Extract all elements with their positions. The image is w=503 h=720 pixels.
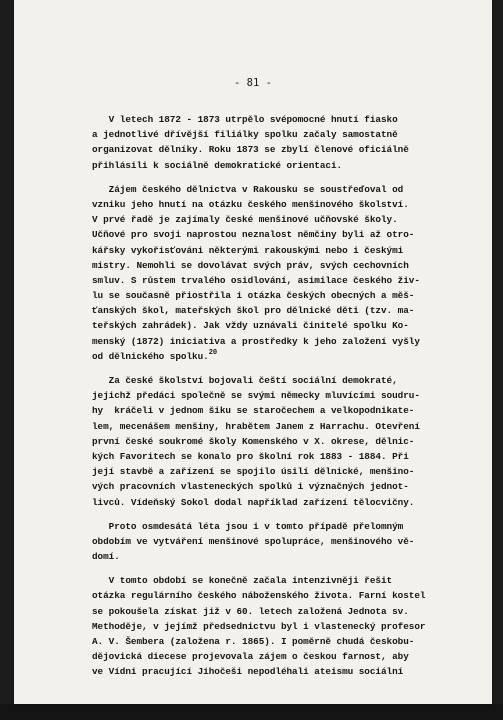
text-line: V tomto období se konečně začala intenzivněji řešit — [92, 575, 393, 587]
text-line: se pokoušela získat již v 60. letech založená Jednota sv. — [92, 605, 409, 617]
text-line: kářsky vykořisťováni některými rakouskými nebo i českými — [92, 244, 404, 256]
text-line: obdobím ve vytváření menšinové spolupráce, menšinového vě- — [92, 535, 415, 547]
paragraph-3 — [92, 373, 437, 510]
scan-background-edge — [0, 704, 503, 720]
text-line: první české soukromé školy Komenského v X. okrese, dělnic- — [92, 435, 415, 447]
text-line: hy kráčeli v jednom šiku se staročechem a velkopodnikate- — [92, 405, 415, 417]
text-line: organizovat dělníky. Roku 1873 se zbylí členové oficiálně — [92, 144, 409, 156]
text-line: vých pracovních vlasteneckých spolků i význačných jednot- — [92, 481, 409, 493]
text-line: Proto osmdesátá léta jsou i v tomto případě přelomným — [92, 520, 404, 532]
text-line: menský (1872) iniciativa a prostředky k jeho založení vyšly — [92, 335, 420, 347]
text-line: livců. Vídeňský Sokol dodal například zařízení tělocvičny. — [92, 496, 415, 508]
text-line: od dělnického spolku. — [92, 350, 209, 362]
document-page — [14, 0, 492, 704]
text-line: Zájem českého dělnictva v Rakousku se soustřeďoval od — [92, 183, 404, 195]
text-line: a jednotlivé dřívější filiálky spolku začaly samostatně — [92, 129, 398, 141]
text-line: lu se současně přiostřila i otázka českých obecných a měš- — [92, 290, 415, 302]
text-line-with-footnote — [92, 349, 437, 364]
page-number: - 81 - — [234, 77, 272, 89]
text-line: V letech 1872 - 1873 utrpělo svépomocné hnutí fiasko — [92, 114, 398, 125]
text-line: jejichž předáci společně se svými německy mluvícími soudru- — [92, 390, 420, 402]
paragraph-1 — [92, 112, 437, 173]
text-line: smluv. S růstem trvalého osidlování, asimilace českého živ- — [92, 274, 420, 286]
text-line: její stavbě a zařízení se spojilo úsilí dělnické, menšino- — [92, 466, 415, 478]
text-line: vzniku jeho hnutí na otázku českého menšinového školství. — [92, 198, 409, 210]
text-line: Učňové pro svoji naprostou neznalost němčiny byli až otro- — [92, 229, 415, 241]
text-line: Za české školství bojovali čeští sociální demokraté, — [92, 375, 398, 386]
text-line: otázka regulárního českého náboženského života. Farní kostel — [92, 590, 426, 602]
text-line: teřských zahrádek). Jak vždy uznávali činitelé spolku Ko- — [92, 320, 409, 332]
text-line: lem, mecenášem menšiny, hrabětem Janem z Harrachu. Otevření — [92, 420, 420, 432]
text-line: V prvé řadě je zajímaly české menšinové učňovské školy. — [92, 214, 398, 226]
text-line: ve Vídni pracující Jihočeši nepodléhali ateismu sociální — [92, 666, 404, 678]
text-line: mistry. Nemohli se dovolávat svých práv, svých cechovních — [92, 259, 409, 271]
text-line: dějovická diecese projevovala zájem o českou farnost, aby — [92, 651, 409, 663]
body-text — [92, 112, 437, 689]
paragraph-2 — [92, 182, 437, 364]
paragraph-5 — [92, 573, 437, 679]
text-line: přihlásili k sociálně demokratické orientaci. — [92, 159, 343, 171]
text-line: domí. — [92, 551, 120, 563]
footnote-marker: 20 — [208, 348, 218, 357]
text-line: kých Favoritech se konalo pro školní rok 1883 - 1884. Při — [92, 450, 409, 462]
paragraph-4 — [92, 519, 437, 565]
text-line: ťanských škol, mateřských škol pro dělnické děti (tzv. ma- — [92, 305, 415, 317]
text-line: Methoděje, v jejímž předsednictvu byl i vlastenecký profesor — [92, 620, 426, 632]
text-line: A. V. Šembera (založena r. 1865). I poměrně chudá českobu- — [92, 636, 415, 647]
